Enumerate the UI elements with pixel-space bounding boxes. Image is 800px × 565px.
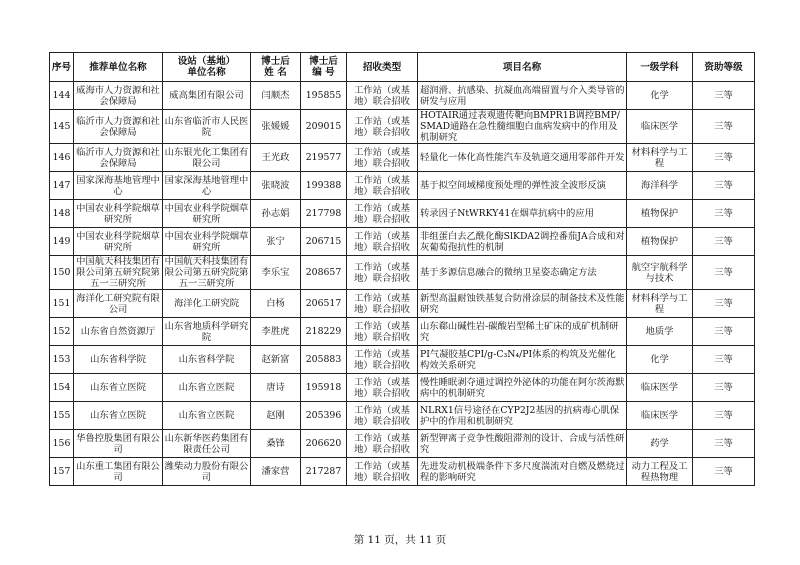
project-name-cell: PI气凝胶基CPI/g-C₃N₄/PI体系的构筑及光催化构效关系研究 (418, 346, 627, 374)
postdoc-name-cell: 张宁 (251, 228, 301, 256)
recruit-type-cell: 工作站（或基地）联合招收 (347, 402, 418, 430)
funding-level-cell: 三等 (693, 374, 755, 402)
funding-level-cell: 三等 (693, 172, 755, 200)
postdoc-id-cell: 217287 (301, 458, 347, 486)
funding-level-cell: 三等 (693, 402, 755, 430)
funding-level-cell: 三等 (693, 256, 755, 290)
project-name-cell: 基于多源信息融合的微纳卫星姿态确定方法 (418, 256, 627, 290)
col-postdoc-id-header: 博士后 编 号 (301, 53, 347, 82)
recommending-unit-cell: 临沂市人力资源和社会保障局 (74, 144, 163, 172)
table-row (50, 256, 755, 290)
recruit-type-cell: 工作站（或基地）联合招收 (347, 374, 418, 402)
table-row (50, 430, 755, 458)
station-unit-cell: 中国农业科学院烟草研究所 (163, 200, 251, 228)
recommending-unit-cell: 中国航天科技集团有限公司第五研究院第五一三研究所 (74, 256, 163, 290)
recommending-unit-cell: 临沂市人力资源和社会保障局 (74, 110, 163, 144)
discipline-cell: 药学 (627, 430, 693, 458)
col-discipline-header: 一级学科 (627, 53, 693, 82)
col-project-name-header: 项目名称 (418, 53, 627, 82)
station-unit-cell: 国家深海基地管理中心 (163, 172, 251, 200)
col-funding-level-header: 资助等级 (693, 53, 755, 82)
seq-cell: 148 (50, 200, 74, 228)
recruit-type-cell: 工作站（或基地）联合招收 (347, 82, 418, 110)
postdoc-name-cell: 桑锋 (251, 430, 301, 458)
page-footer: 第 11 页，共 11 页 (353, 534, 447, 546)
seq-cell: 145 (50, 110, 74, 144)
table-row (50, 290, 755, 318)
col-station-unit-header: 设站（基地） 单位名称 (163, 53, 251, 82)
station-unit-cell: 山东省立医院 (163, 402, 251, 430)
recruit-type-cell: 工作站（或基地）联合招收 (347, 144, 418, 172)
station-unit-cell: 山东省地质科学研究院 (163, 318, 251, 346)
discipline-cell: 植物保护 (627, 200, 693, 228)
recommending-unit-cell: 山东省立医院 (74, 374, 163, 402)
postdoc-name-cell: 孙志娟 (251, 200, 301, 228)
table-row (50, 374, 755, 402)
postdoc-id-cell: 208657 (301, 256, 347, 290)
funding-level-cell: 三等 (693, 430, 755, 458)
discipline-cell: 材料科学与工程 (627, 290, 693, 318)
discipline-cell: 化学 (627, 82, 693, 110)
discipline-cell: 临床医学 (627, 110, 693, 144)
table-row (50, 144, 755, 172)
project-name-cell: 转录因子NtWRKY41在烟草抗病中的应用 (418, 200, 627, 228)
project-name-cell: 超润滑、抗感染、抗凝血高端留置与介入类导管的研发与应用 (418, 82, 627, 110)
project-name-cell: HOTAIR通过表观遗传靶向BMPR1B调控BMP/SMAD通路在急性髓细胞白血病发病中的作用及机制研究 (418, 110, 627, 144)
table-row (50, 402, 755, 430)
table-row (50, 318, 755, 346)
station-unit-cell: 山东省科学院 (163, 346, 251, 374)
station-unit-cell: 海洋化工研究院 (163, 290, 251, 318)
postdoc-name-cell: 王光政 (251, 144, 301, 172)
recommending-unit-cell: 山东省立医院 (74, 402, 163, 430)
discipline-cell: 航空宇航科学与技术 (627, 256, 693, 290)
recipients-table (49, 52, 755, 486)
seq-cell: 151 (50, 290, 74, 318)
postdoc-id-cell: 217798 (301, 200, 347, 228)
seq-cell: 157 (50, 458, 74, 486)
recruit-type-cell: 工作站（或基地）联合招收 (347, 172, 418, 200)
postdoc-id-cell: 205396 (301, 402, 347, 430)
seq-cell: 149 (50, 228, 74, 256)
project-name-cell: 新型高温耐蚀铁基复合防滑涂层的制备技术及性能研究 (418, 290, 627, 318)
seq-cell: 146 (50, 144, 74, 172)
seq-cell: 150 (50, 256, 74, 290)
seq-cell: 152 (50, 318, 74, 346)
station-unit-cell: 山东新华医药集团有限责任公司 (163, 430, 251, 458)
station-unit-cell: 威高集团有限公司 (163, 82, 251, 110)
postdoc-id-cell: 205883 (301, 346, 347, 374)
postdoc-id-cell: 206517 (301, 290, 347, 318)
funding-level-cell: 三等 (693, 110, 755, 144)
recruit-type-cell: 工作站（或基地）联合招收 (347, 318, 418, 346)
project-name-cell: 非组蛋白去乙酰化酶SlKDA2调控番茄JA合成和对灰葡萄孢抗性的机制 (418, 228, 627, 256)
postdoc-id-cell: 199388 (301, 172, 347, 200)
seq-cell: 154 (50, 374, 74, 402)
recommending-unit-cell: 海洋化工研究院有限公司 (74, 290, 163, 318)
discipline-cell: 海洋科学 (627, 172, 693, 200)
discipline-cell: 临床医学 (627, 402, 693, 430)
station-unit-cell: 山东省立医院 (163, 374, 251, 402)
funding-level-cell: 三等 (693, 144, 755, 172)
col-seq-header: 序号 (50, 53, 74, 82)
recruit-type-cell: 工作站（或基地）联合招收 (347, 346, 418, 374)
funding-level-cell: 三等 (693, 82, 755, 110)
postdoc-name-cell: 闫顺杰 (251, 82, 301, 110)
postdoc-name-cell: 潘家营 (251, 458, 301, 486)
recruit-type-cell: 工作站（或基地）联合招收 (347, 458, 418, 486)
postdoc-id-cell: 218229 (301, 318, 347, 346)
postdoc-name-cell: 赵刚 (251, 402, 301, 430)
project-name-cell: 新型钾离子竞争性酸阻滞剂的设计、合成与活性研究 (418, 430, 627, 458)
table-row (50, 110, 755, 144)
recommending-unit-cell: 威海市人力资源和社会保障局 (74, 82, 163, 110)
recruit-type-cell: 工作站（或基地）联合招收 (347, 200, 418, 228)
postdoc-name-cell: 李胜虎 (251, 318, 301, 346)
postdoc-id-cell: 195918 (301, 374, 347, 402)
recruit-type-cell: 工作站（或基地）联合招收 (347, 290, 418, 318)
project-name-cell: 慢性睡眠剥夺通过调控外泌体的功能在阿尔茨海默病中的机制研究 (418, 374, 627, 402)
recommending-unit-cell: 山东省科学院 (74, 346, 163, 374)
seq-cell: 155 (50, 402, 74, 430)
table-row (50, 458, 755, 486)
station-unit-cell: 中国航天科技集团有限公司第五研究院第五一三研究所 (163, 256, 251, 290)
table-row (50, 172, 755, 200)
postdoc-id-cell: 206620 (301, 430, 347, 458)
discipline-cell: 材料科学与工程 (627, 144, 693, 172)
postdoc-name-cell: 李乐宝 (251, 256, 301, 290)
table-row (50, 200, 755, 228)
postdoc-id-cell: 195855 (301, 82, 347, 110)
postdoc-name-cell: 张媛媛 (251, 110, 301, 144)
recruit-type-cell: 工作站（或基地）联合招收 (347, 110, 418, 144)
funding-level-cell: 三等 (693, 346, 755, 374)
station-unit-cell: 山东省临沂市人民医院 (163, 110, 251, 144)
station-unit-cell: 中国农业科学院烟草研究所 (163, 228, 251, 256)
table-row (50, 228, 755, 256)
discipline-cell: 地质学 (627, 318, 693, 346)
seq-cell: 144 (50, 82, 74, 110)
discipline-cell: 临床医学 (627, 374, 693, 402)
col-postdoc-name-header: 博士后 姓 名 (251, 53, 301, 82)
postdoc-name-cell: 白杨 (251, 290, 301, 318)
recommending-unit-cell: 山东省自然资源厅 (74, 318, 163, 346)
station-unit-cell: 山东银光化工集团有限公司 (163, 144, 251, 172)
recommending-unit-cell: 山东重工集团有限公司 (74, 458, 163, 486)
funding-level-cell: 三等 (693, 200, 755, 228)
discipline-cell: 化学 (627, 346, 693, 374)
funding-level-cell: 三等 (693, 318, 755, 346)
funding-level-cell: 三等 (693, 228, 755, 256)
postdoc-id-cell: 209015 (301, 110, 347, 144)
recruit-type-cell: 工作站（或基地）联合招收 (347, 256, 418, 290)
recommending-unit-cell: 国家深海基地管理中心 (74, 172, 163, 200)
col-recruit-type-header: 招收类型 (347, 53, 418, 82)
table-row (50, 346, 755, 374)
project-name-cell: 先进发动机极端条件下多尺度湍流对自燃及燃烧过程的影响研究 (418, 458, 627, 486)
postdoc-name-cell: 张晓波 (251, 172, 301, 200)
funding-level-cell: 三等 (693, 290, 755, 318)
funding-level-cell: 三等 (693, 458, 755, 486)
table-row (50, 82, 755, 110)
project-name-cell: 山东郗山碱性岩-碳酸岩型稀土矿床的成矿机制研究 (418, 318, 627, 346)
seq-cell: 147 (50, 172, 74, 200)
station-unit-cell: 潍柴动力股份有限公司 (163, 458, 251, 486)
project-name-cell: NLRX1信号途径在CYP2J2基因的抗病毒心肌保护中的作用和机制研究 (418, 402, 627, 430)
recommending-unit-cell: 中国农业科学院烟草研究所 (74, 200, 163, 228)
postdoc-id-cell: 206715 (301, 228, 347, 256)
recommending-unit-cell: 华鲁控股集团有限公司 (74, 430, 163, 458)
header-row (50, 53, 755, 82)
discipline-cell: 植物保护 (627, 228, 693, 256)
project-name-cell: 轻量化一体化高性能汽车及轨道交通用零部件开发 (418, 144, 627, 172)
seq-cell: 153 (50, 346, 74, 374)
seq-cell: 156 (50, 430, 74, 458)
project-name-cell: 基于拟空间域梯度预处理的弹性波全波形反演 (418, 172, 627, 200)
postdoc-id-cell: 219577 (301, 144, 347, 172)
recruit-type-cell: 工作站（或基地）联合招收 (347, 228, 418, 256)
col-recommending-unit-header: 推荐单位名称 (74, 53, 163, 82)
recruit-type-cell: 工作站（或基地）联合招收 (347, 430, 418, 458)
discipline-cell: 动力工程及工程热物理 (627, 458, 693, 486)
postdoc-name-cell: 唐诗 (251, 374, 301, 402)
recommending-unit-cell: 中国农业科学院烟草研究所 (74, 228, 163, 256)
postdoc-name-cell: 赵新富 (251, 346, 301, 374)
